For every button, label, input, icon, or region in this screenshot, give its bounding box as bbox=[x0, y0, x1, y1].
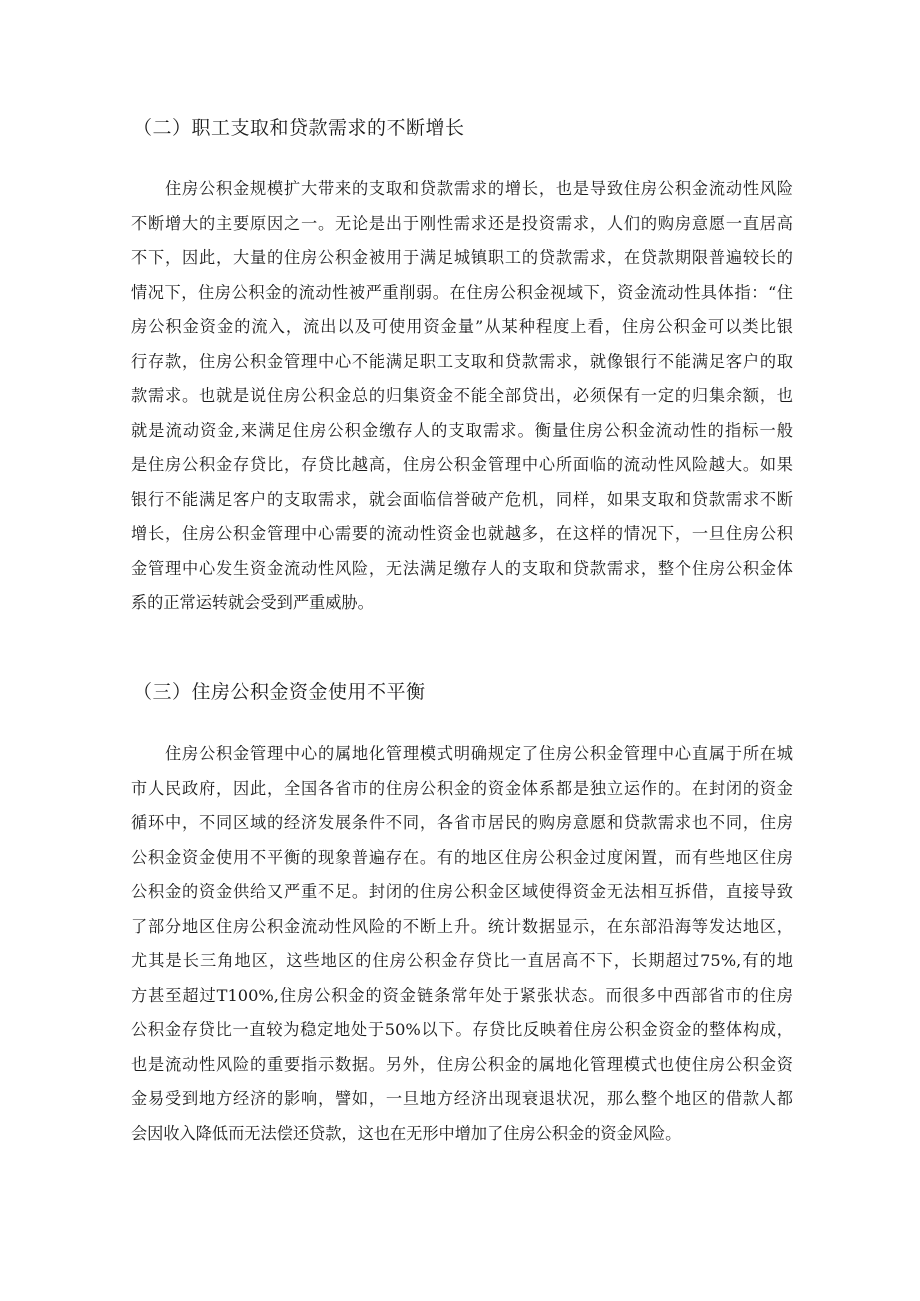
section-heading: （二）职工支取和贷款需求的不断增长 bbox=[133, 117, 465, 139]
paragraph-line: 公积金资金使用不平衡的现象普遍存在。有的地区住房公积金过度闲置，而有些地区住房 bbox=[131, 847, 793, 867]
paragraph-line: 方甚至超过T100%,住房公积金的资金链条常年处于紧张状态。而很多中西部省市的住房 bbox=[131, 985, 793, 1005]
paragraph-line: 公积金存贷比一直较为稳定地处于50%以下。存贷比反映着住房公积金资金的整体构成， bbox=[131, 1020, 793, 1039]
paragraph-line: 情况下，住房公积金的流动性被严重削弱。在住房公积金视域下，资金流动性具体指：“住 bbox=[131, 282, 793, 302]
paragraph-line: 金管理中心发生资金流动性风险，无法满足缴存人的支取和贷款需求，整个住房公积金体 bbox=[131, 558, 793, 578]
paragraph-line: 就是流动资金,来满足住房公积金缴存人的支取需求。衡量住房公积金流动性的指标一般 bbox=[131, 420, 793, 440]
paragraph-line: 尤其是长三角地区，这些地区的住房公积金存贷比一直居高不下，长期超过75%,有的地 bbox=[131, 951, 793, 970]
paragraph-line: 金易受到地方经济的影响，譬如，一旦地方经济出现衰退状况，那么整个地区的借款人都 bbox=[131, 1089, 793, 1108]
paragraph-line: 了部分地区住房公积金流动性风险的不断上升。统计数据显示，在东部沿海等发达地区， bbox=[131, 916, 793, 936]
paragraph-line: 房公积金资金的流入，流出以及可使用资金量”从某种程度上看，住房公积金可以类比银 bbox=[131, 317, 793, 336]
paragraph-line: 市人民政府，因此，全国各省市的住房公积金的资金体系都是独立运作的。在封闭的资金 bbox=[131, 778, 793, 798]
paragraph-line: 也是流动性风险的重要指示数据。另外，住房公积金的属地化管理模式也使住房公积金资 bbox=[131, 1054, 793, 1074]
paragraph-line: 循环中，不同区域的经济发展条件不同，各省市居民的购房意愿和贷款需求也不同，住房 bbox=[131, 813, 793, 832]
paragraph-line: 不下，因此，大量的住房公积金被用于满足城镇职工的贷款需求，在贷款期限普遍较长的 bbox=[131, 248, 793, 267]
paragraph-line: 系的正常运转就会受到严重威胁。 bbox=[131, 593, 374, 612]
paragraph-line: 会因收入降低而无法偿还贷款，这也在无形中增加了住房公积金的资金风险。 bbox=[131, 1123, 682, 1143]
paragraph-line: 住房公积金管理中心的属地化管理模式明确规定了住房公积金管理中心直属于所在城 bbox=[165, 744, 793, 763]
paragraph-line: 是住房公积金存贷比，存贷比越高，住房公积金管理中心所面临的流动性风险越大。如果 bbox=[131, 455, 793, 474]
paragraph-line: 住房公积金规模扩大带来的支取和贷款需求的增长，也是导致住房公积金流动性风险 bbox=[165, 179, 793, 198]
paragraph-line: 银行不能满足客户的支取需求，就会面临信誉破产危机，同样，如果支取和贷款需求不断 bbox=[131, 489, 793, 509]
paragraph bbox=[131, 172, 793, 621]
paragraph-line: 公积金的资金供给又严重不足。封闭的住房公积金区域使得资金无法相互拆借，直接导致 bbox=[131, 882, 793, 901]
paragraph bbox=[131, 737, 793, 1151]
section-heading: （三）住房公积金资金使用不平衡 bbox=[133, 681, 426, 703]
paragraph-line: 不断增大的主要原因之一。无论是出于刚性需求还是投资需求，人们的购房意愿一直居高 bbox=[131, 213, 793, 233]
paragraph-line: 增长，住房公积金管理中心需要的流动性资金也就越多，在这样的情况下，一旦住房公积 bbox=[131, 524, 793, 543]
paragraph-line: 行存款，住房公积金管理中心不能满足职工支取和贷款需求，就像银行不能满足客户的取 bbox=[131, 351, 793, 371]
paragraph-line: 款需求。也就是说住房公积金总的归集资金不能全部贷出，必须保有一定的归集余额，也 bbox=[131, 386, 793, 405]
